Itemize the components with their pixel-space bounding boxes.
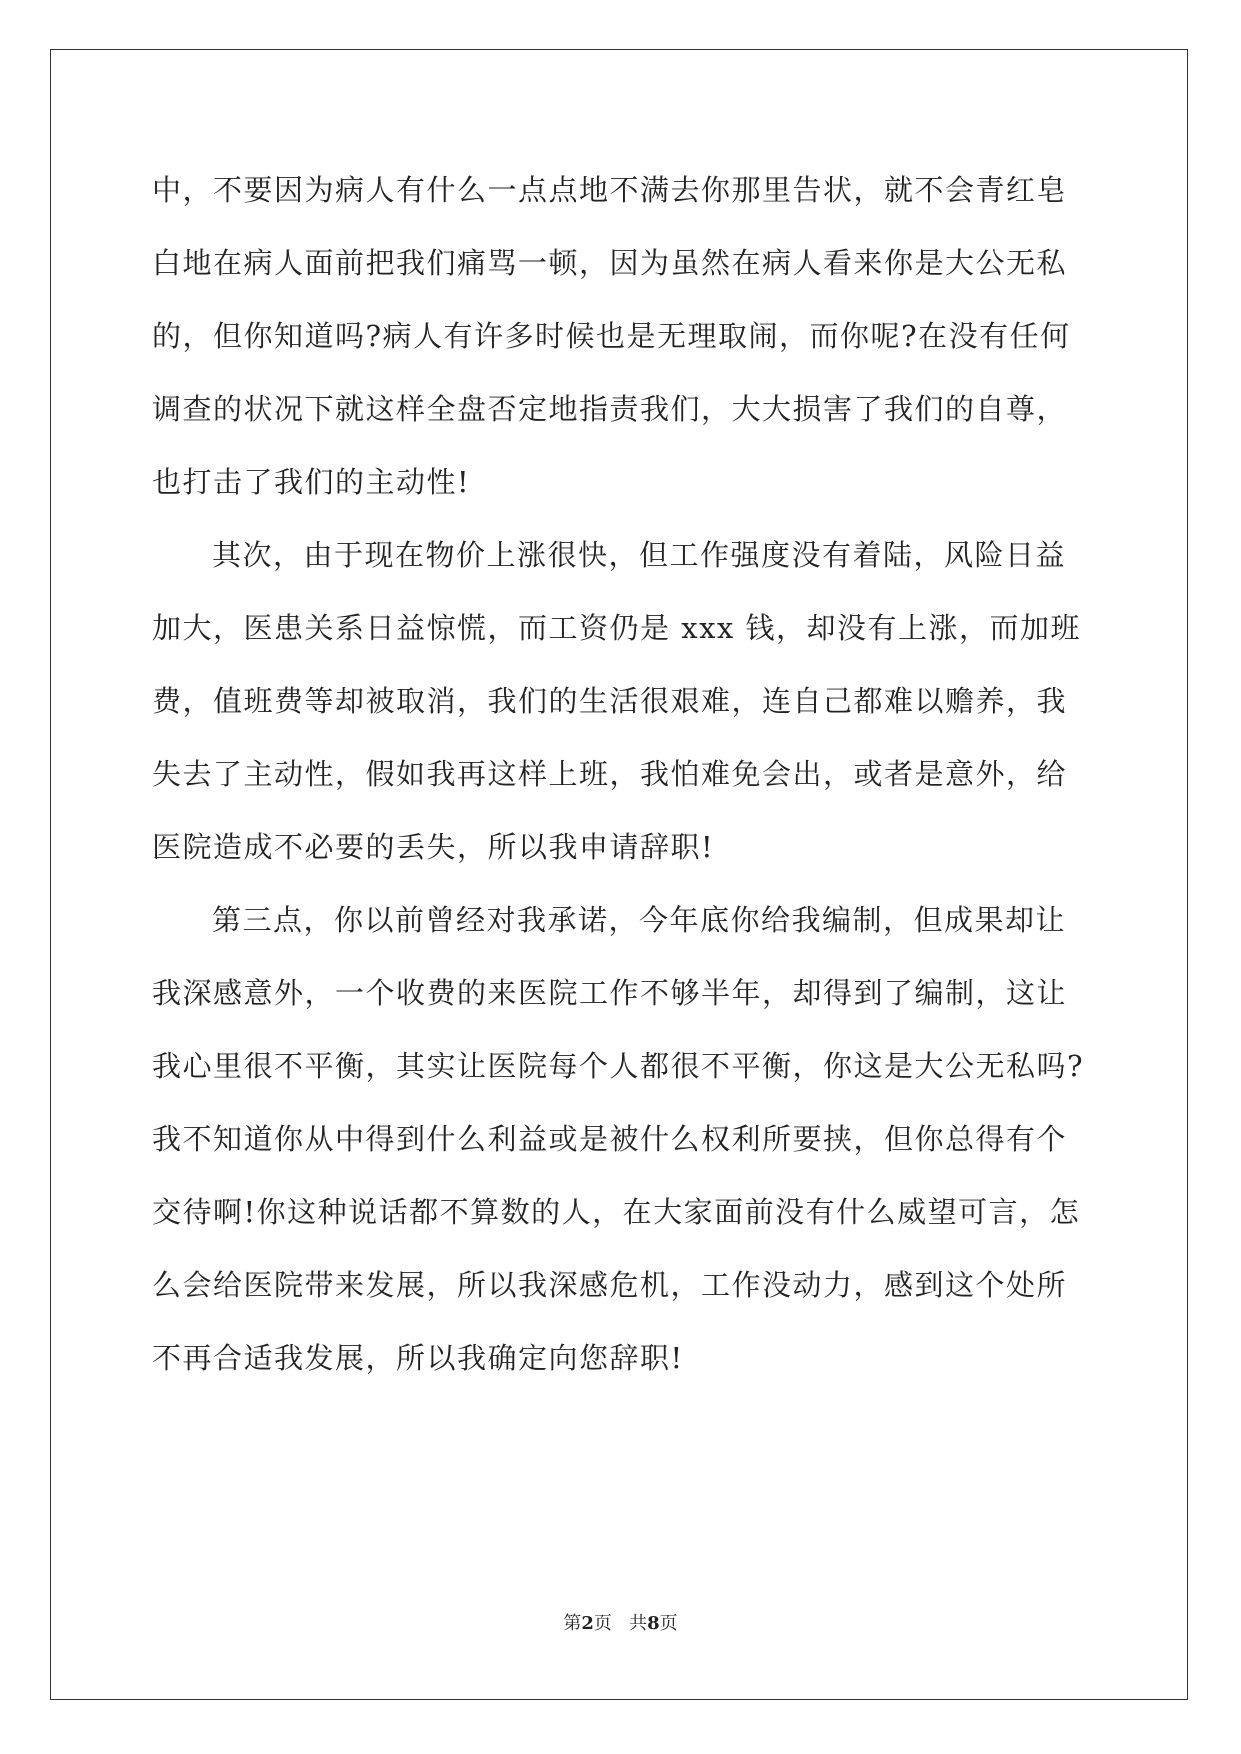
text-line: 的，但你知道吗?病人有许多时候也是无理取闹，而你呢?在没有任何	[152, 319, 1071, 353]
page-suffix: 页	[593, 1613, 612, 1634]
total-suffix: 页	[659, 1613, 678, 1634]
text-line: 我不知道你从中得到什么利益或是被什么权利所要挟，但你总得有个	[152, 1122, 1068, 1156]
text-line: 加大，医患关系日益惊慌，而工资仍是 xxx 钱，却没有上涨，而加班	[152, 611, 1082, 645]
text-line: 失去了主动性，假如我再这样上班，我怕难免会出，或者是意外，给	[152, 757, 1068, 791]
text-line: 我心里很不平衡，其实让医院每个人都很不平衡，你这是大公无私吗?	[152, 1049, 1085, 1083]
text-line: 白地在病人面前把我们痛骂一顿，因为虽然在病人看来你是大公无私	[152, 246, 1068, 280]
text-line: 医院造成不必要的丢失，所以我申请辞职!	[152, 830, 715, 864]
text-line: 不再合适我发展，所以我确定向您辞职!	[152, 1341, 684, 1375]
text-line: 我深感意外，一个收费的来医院工作不够半年，却得到了编制，这让	[152, 976, 1068, 1010]
text-line: 调查的状况下就这样全盘否定地指责我们，大大损害了我们的自尊，	[152, 392, 1068, 426]
text-line: 交待啊!你这种说话都不算数的人，在大家面前没有什么威望可言，怎	[152, 1195, 1081, 1229]
text-line: 也打击了我们的主动性!	[152, 465, 471, 499]
current-page-number: 2	[581, 1613, 594, 1634]
text-line: 中，不要因为病人有什么一点点地不满去你那里告状，就不会青红皂	[152, 173, 1068, 207]
paragraph-start-line: 第三点，你以前曾经对我承诺，今年底你给我编制，但成果却让	[212, 903, 1067, 937]
total-prefix: 共	[629, 1613, 648, 1634]
text-line: 费，值班费等却被取消，我们的生活很艰难，连自己都难以赡养，我	[152, 684, 1068, 718]
page-border	[50, 49, 1188, 1700]
text-line: 么会给医院带来发展，所以我深感危机，工作没动力，感到这个处所	[152, 1268, 1068, 1302]
page-prefix: 第	[563, 1613, 582, 1634]
paragraph-start-line: 其次，由于现在物价上涨很快，但工作强度没有着陆，风险日益	[212, 538, 1067, 572]
total-page-number: 8	[647, 1613, 660, 1634]
page-footer	[0, 1612, 1241, 1636]
